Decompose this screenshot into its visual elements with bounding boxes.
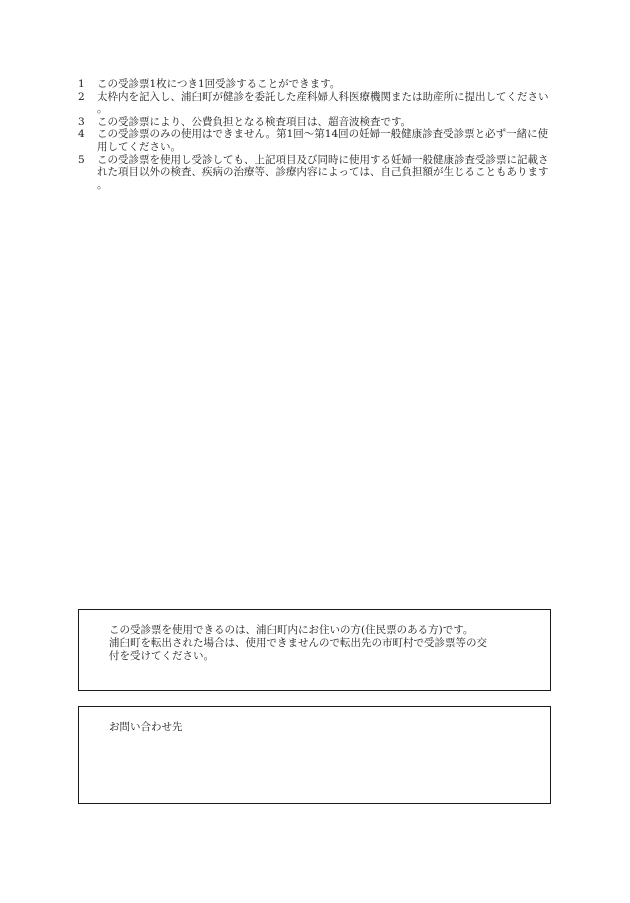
residency-notice-box <box>78 609 551 691</box>
contact-title: お問い合わせ先 <box>109 721 183 733</box>
note-text: この受診票のみの使用はできません。第1回〜第14回の妊婦一般健康診査受診票と必ず一緒に使用してください。 <box>97 128 549 153</box>
note-number: 3 <box>78 115 85 128</box>
note-item-4 <box>78 128 558 153</box>
note-number: 2 <box>78 90 85 103</box>
residency-moveout-text: 浦臼町を転出された場合は、使用できませんので転出先の市町村で受診票等の交付を受けてください。 <box>109 637 487 662</box>
note-number: 4 <box>78 128 85 141</box>
note-item-5 <box>78 154 558 192</box>
note-number: 1 <box>78 78 85 90</box>
note-text: 太枠内を記入し、浦臼町が健診を委託した産科婦人科医療機関または助産所に提出してください。 <box>97 90 549 116</box>
residency-eligibility-text: この受診票を使用できるのは、浦臼町内にお住いの方(住民票のある方)です。 <box>109 624 474 636</box>
note-text: この受診票を使用し受診しても、上記項目及び同時に使用する妊婦一般健康診査受診票に記載された項目以外の検査、疾病の治療等、診療内容によっては、自己負担額が生じることもあります。 <box>97 153 549 191</box>
note-item-2 <box>78 91 558 116</box>
note-text: この受診票により、公費負担となる検査項目は、超音波検査です。 <box>97 115 412 128</box>
contact-box <box>78 706 551 804</box>
note-number: 5 <box>78 153 85 166</box>
notes-list <box>78 78 558 191</box>
note-item-3 <box>78 116 558 129</box>
note-item-1 <box>78 78 558 91</box>
note-text: この受診票1枚につき1回受診することができます。 <box>97 78 341 90</box>
